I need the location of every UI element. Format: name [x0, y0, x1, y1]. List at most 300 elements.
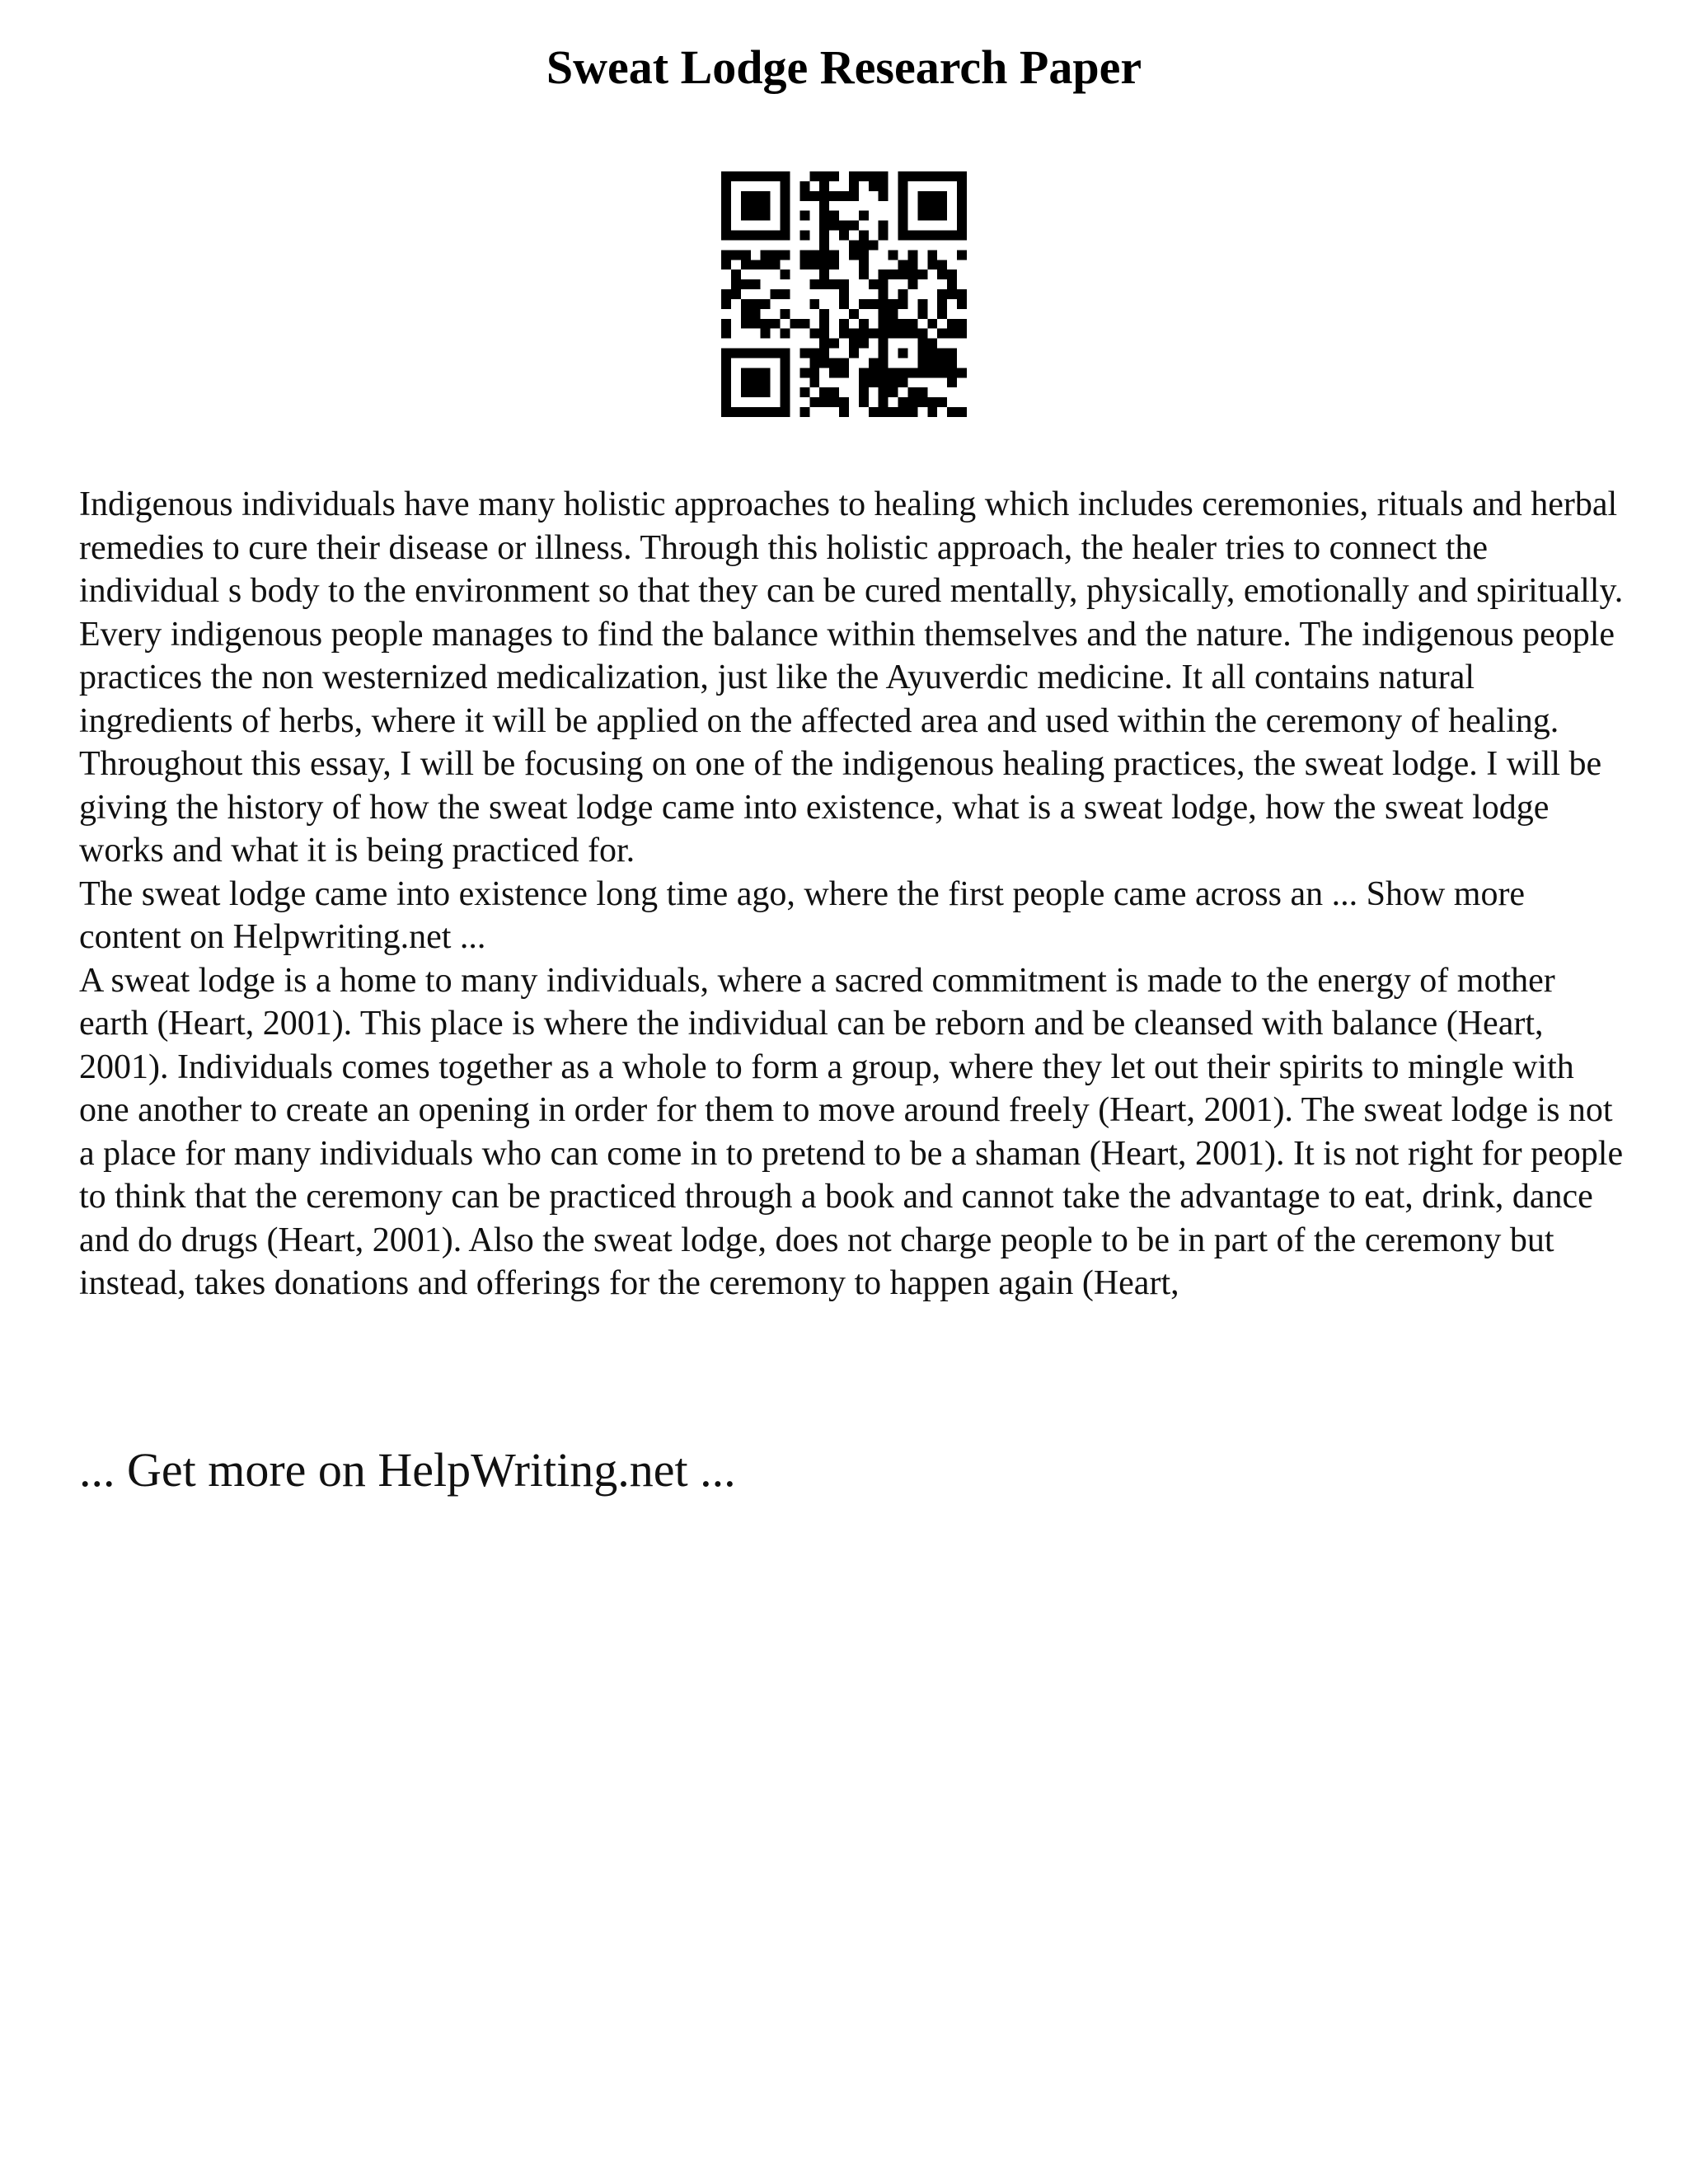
qr-module	[947, 358, 957, 368]
qr-module	[927, 260, 937, 269]
qr-module	[721, 171, 731, 181]
qr-module	[731, 289, 741, 299]
qr-module	[781, 221, 790, 231]
qr-module	[907, 231, 917, 241]
qr-module	[819, 211, 829, 221]
qr-module	[879, 309, 889, 319]
qr-module	[927, 201, 937, 211]
qr-module	[751, 368, 761, 377]
qr-module	[907, 397, 917, 407]
qr-module	[907, 260, 917, 269]
qr-module	[849, 191, 859, 201]
qr-module	[869, 368, 879, 377]
qr-module	[751, 231, 761, 241]
qr-module	[907, 250, 917, 260]
qr-module	[721, 260, 731, 269]
qr-module	[839, 358, 849, 368]
qr-module	[721, 397, 731, 407]
qr-module	[859, 231, 869, 241]
qr-module	[869, 377, 879, 387]
qr-module	[819, 231, 829, 241]
qr-module	[859, 377, 869, 387]
qr-module	[898, 349, 908, 359]
qr-module	[741, 211, 751, 221]
qr-module	[859, 211, 869, 221]
qr-module	[819, 191, 829, 201]
qr-module	[879, 358, 889, 368]
qr-module	[819, 329, 829, 339]
qr-module	[937, 299, 947, 309]
qr-module	[917, 269, 927, 279]
qr-module	[751, 171, 761, 181]
qr-module	[741, 377, 751, 387]
qr-module	[927, 191, 937, 201]
qr-module	[741, 349, 751, 359]
qr-module	[819, 397, 829, 407]
qr-module	[809, 260, 819, 269]
qr-module	[819, 221, 829, 231]
qr-module	[809, 397, 819, 407]
qr-module	[947, 231, 957, 241]
qr-module	[721, 319, 731, 329]
qr-module	[761, 407, 771, 417]
qr-module	[879, 339, 889, 349]
qr-module	[937, 309, 947, 319]
qr-module	[761, 299, 771, 309]
qr-module	[751, 377, 761, 387]
qr-module	[721, 191, 731, 201]
qr-module	[898, 377, 908, 387]
qr-module	[879, 289, 889, 299]
qr-module	[957, 319, 967, 329]
qr-module	[731, 349, 741, 359]
qr-module	[731, 279, 741, 289]
qr-module	[947, 407, 957, 417]
qr-module	[751, 279, 761, 289]
qr-module	[879, 329, 889, 339]
qr-module	[879, 349, 889, 359]
qr-module	[799, 260, 809, 269]
qr-module	[859, 368, 869, 377]
qr-module	[859, 387, 869, 397]
qr-module	[898, 368, 908, 377]
qr-module	[898, 191, 908, 201]
qr-module	[741, 387, 751, 397]
qr-module	[819, 358, 829, 368]
qr-module	[771, 319, 781, 329]
qr-module	[898, 231, 908, 241]
qr-module	[799, 319, 809, 329]
qr-module	[957, 191, 967, 201]
qr-module	[839, 368, 849, 377]
qr-module	[819, 171, 829, 181]
qr-module	[819, 269, 829, 279]
qr-module	[849, 240, 859, 250]
qr-module	[819, 339, 829, 349]
qr-module	[819, 201, 829, 211]
qr-module	[799, 250, 809, 260]
qr-module	[859, 319, 869, 329]
qr-module	[771, 289, 781, 299]
qr-module	[947, 279, 957, 289]
qr-module	[751, 201, 761, 211]
qr-module	[761, 349, 771, 359]
qr-module	[917, 368, 927, 377]
qr-module	[761, 387, 771, 397]
qr-module	[771, 231, 781, 241]
qr-module	[849, 181, 859, 191]
qr-module	[819, 279, 829, 289]
qr-module	[809, 250, 819, 260]
paragraph-history: The sweat lodge came into existence long time ago, where the first people came across an ... Show more content on Helpwriting.net ...	[79, 874, 1526, 956]
qr-module	[741, 407, 751, 417]
qr-module	[937, 260, 947, 269]
qr-module	[927, 349, 937, 359]
qr-module	[829, 387, 839, 397]
qr-module	[721, 289, 731, 299]
qr-module	[781, 289, 790, 299]
qr-module	[751, 387, 761, 397]
qr-module	[809, 191, 819, 201]
qr-module	[889, 309, 898, 319]
qr-module	[849, 250, 859, 260]
qr-module	[819, 319, 829, 329]
qr-module	[927, 358, 937, 368]
qr-module	[721, 377, 731, 387]
qr-module	[790, 319, 799, 329]
qr-module	[889, 368, 898, 377]
qr-module	[927, 231, 937, 241]
qr-module	[879, 269, 889, 279]
qr-module	[819, 349, 829, 359]
qr-module	[721, 201, 731, 211]
qr-module	[947, 368, 957, 377]
qr-module	[829, 191, 839, 201]
qr-module	[751, 191, 761, 201]
qr-module	[839, 329, 849, 339]
qr-module	[937, 171, 947, 181]
qr-module	[927, 211, 937, 221]
qr-module	[947, 319, 957, 329]
qr-module	[869, 279, 879, 289]
qr-module	[761, 319, 771, 329]
qr-module	[761, 329, 771, 339]
qr-module	[829, 397, 839, 407]
qr-module	[829, 260, 839, 269]
qr-module	[879, 368, 889, 377]
qr-module	[917, 387, 927, 397]
qr-module	[721, 349, 731, 359]
qr-module	[771, 260, 781, 269]
qr-module	[781, 269, 790, 279]
qr-module	[741, 231, 751, 241]
qr-module	[771, 407, 781, 417]
qr-module	[947, 349, 957, 359]
qr-module	[751, 211, 761, 221]
qr-module	[761, 171, 771, 181]
qr-module	[898, 221, 908, 231]
qr-module	[859, 339, 869, 349]
qr-module	[721, 358, 731, 368]
qr-module	[829, 211, 839, 221]
qr-module	[819, 260, 829, 269]
qr-module	[829, 368, 839, 377]
qr-module	[957, 368, 967, 377]
qr-module	[907, 407, 917, 417]
qr-module	[898, 407, 908, 417]
qr-module	[957, 201, 967, 211]
qr-module	[907, 279, 917, 289]
qr-module	[879, 171, 889, 181]
qr-module	[907, 387, 917, 397]
qr-module	[799, 387, 809, 397]
qr-module	[947, 269, 957, 279]
qr-module	[809, 368, 819, 377]
qr-module	[721, 181, 731, 191]
qr-module	[781, 171, 790, 181]
qr-module	[917, 171, 927, 181]
qr-module	[761, 231, 771, 241]
qr-module	[809, 279, 819, 289]
qr-module	[721, 250, 731, 260]
qr-module	[731, 171, 741, 181]
qr-module	[781, 191, 790, 201]
qr-module	[781, 358, 790, 368]
qr-module	[839, 231, 849, 241]
qr-module	[771, 349, 781, 359]
qr-module	[879, 387, 889, 397]
qr-module	[859, 171, 869, 181]
qr-module	[731, 269, 741, 279]
qr-module	[917, 309, 927, 319]
qr-module	[781, 250, 790, 260]
qr-module	[761, 250, 771, 260]
qr-module	[889, 269, 898, 279]
qr-module	[927, 319, 937, 329]
qr-module	[781, 201, 790, 211]
qr-module	[889, 319, 898, 329]
qr-module	[741, 279, 751, 289]
qr-module	[889, 407, 898, 417]
qr-module	[809, 349, 819, 359]
qr-module	[917, 211, 927, 221]
qr-module	[869, 407, 879, 417]
qr-module	[761, 211, 771, 221]
qr-module	[957, 231, 967, 241]
qr-module	[849, 349, 859, 359]
qr-module	[731, 250, 741, 260]
qr-module	[809, 299, 819, 309]
qr-module	[741, 201, 751, 211]
qr-module	[859, 299, 869, 309]
qr-module	[741, 191, 751, 201]
qr-module	[781, 368, 790, 377]
qr-module	[859, 329, 869, 339]
qr-module	[799, 407, 809, 417]
qr-module	[889, 377, 898, 387]
qr-module	[957, 299, 967, 309]
qr-module	[879, 279, 889, 289]
qr-module	[761, 201, 771, 211]
qr-module	[879, 231, 889, 241]
qr-module	[799, 349, 809, 359]
qr-module	[741, 260, 751, 269]
qr-module	[829, 221, 839, 231]
get-more-link[interactable]: ... Get more on HelpWriting.net ...	[79, 1443, 736, 1497]
qr-module	[849, 329, 859, 339]
qr-module	[937, 397, 947, 407]
qr-module	[957, 171, 967, 181]
qr-module	[781, 387, 790, 397]
qr-module	[957, 211, 967, 221]
article-body	[79, 483, 1629, 1305]
qr-module	[898, 299, 908, 309]
qr-module	[721, 407, 731, 417]
qr-module	[937, 269, 947, 279]
qr-module	[751, 407, 761, 417]
qr-module	[957, 221, 967, 231]
qr-module	[898, 201, 908, 211]
qr-module	[741, 309, 751, 319]
qr-module	[849, 339, 859, 349]
qr-module	[781, 349, 790, 359]
qr-module	[809, 329, 819, 339]
qr-module	[927, 171, 937, 181]
qr-module	[829, 250, 839, 260]
qr-module	[819, 181, 829, 191]
qr-module	[869, 171, 879, 181]
qr-module	[907, 269, 917, 279]
qr-module	[839, 319, 849, 329]
qr-module	[947, 329, 957, 339]
qr-module	[869, 299, 879, 309]
qr-module	[859, 397, 869, 407]
qr-module	[839, 221, 849, 231]
qr-module	[898, 211, 908, 221]
qr-module	[839, 279, 849, 289]
qr-module	[937, 329, 947, 339]
qr-module	[859, 269, 869, 279]
qr-module	[917, 339, 927, 349]
qr-module	[741, 319, 751, 329]
qr-module	[869, 240, 879, 250]
qr-module	[917, 201, 927, 211]
qr-code-icon[interactable]	[721, 171, 967, 417]
qr-module	[879, 299, 889, 309]
qr-module	[907, 329, 917, 339]
qr-module	[907, 319, 917, 329]
qr-module	[898, 171, 908, 181]
qr-module	[917, 191, 927, 201]
qr-module	[917, 299, 927, 309]
qr-module	[829, 339, 839, 349]
qr-module	[898, 329, 908, 339]
qr-module	[731, 231, 741, 241]
qr-module	[799, 211, 809, 221]
qr-module	[879, 377, 889, 387]
qr-module	[751, 349, 761, 359]
qr-module	[751, 299, 761, 309]
qr-module	[937, 201, 947, 211]
qr-module	[839, 289, 849, 299]
qr-module	[859, 260, 869, 269]
qr-module	[799, 181, 809, 191]
qr-module	[721, 368, 731, 377]
qr-module	[751, 260, 761, 269]
qr-module	[879, 221, 889, 231]
qr-module	[927, 339, 937, 349]
qr-module	[839, 299, 849, 309]
qr-module	[917, 329, 927, 339]
qr-module	[907, 171, 917, 181]
qr-module	[879, 319, 889, 329]
qr-module	[879, 191, 889, 201]
qr-module	[809, 358, 819, 368]
qr-module	[879, 181, 889, 191]
qr-module	[898, 319, 908, 329]
qr-module	[721, 231, 731, 241]
qr-module	[937, 358, 947, 368]
qr-module	[947, 289, 957, 299]
qr-module	[957, 250, 967, 260]
qr-module	[937, 191, 947, 201]
page-title: Sweat Lodge Research Paper	[546, 40, 1142, 94]
qr-module	[937, 289, 947, 299]
qr-module	[859, 250, 869, 260]
qr-module	[771, 171, 781, 181]
qr-module	[947, 377, 957, 387]
qr-module	[917, 397, 927, 407]
qr-module	[741, 250, 751, 260]
qr-module	[741, 299, 751, 309]
qr-module	[761, 377, 771, 387]
qr-module	[781, 377, 790, 387]
qr-module	[889, 250, 898, 260]
qr-module	[771, 250, 781, 260]
qr-module	[839, 407, 849, 417]
qr-module	[829, 279, 839, 289]
qr-module	[947, 171, 957, 181]
qr-module	[799, 231, 809, 241]
qr-module	[849, 171, 859, 181]
qr-module	[957, 329, 967, 339]
qr-module	[761, 368, 771, 377]
qr-module	[721, 211, 731, 221]
qr-module	[781, 181, 790, 191]
qr-module	[721, 329, 731, 339]
qr-module	[917, 231, 927, 241]
qr-module	[898, 289, 908, 299]
qr-module	[751, 309, 761, 319]
paragraph-description: A sweat lodge is a home to many individuals, where a sacred commitment is made to the energy of mother earth (Heart, 2001). This place is where the individual can be reborn and be cleansed with balance (Heart, 2001). Individuals comes together as a whole to form a group, where they let out their spirits to mingle with one another to create an opening in order for them to move around freely (Heart, 2001). The sweat lodge is not a place for many individuals who can come in to pretend to be a shaman (Heart, 2001). It is not right for people to think that the ceremony can be practiced through a book and cannot take the advantage to eat, drink, dance and do drugs (Heart, 2001). Also the sweat lodge, does not charge people to be in part of the ceremony but instead, takes donations and offerings for the ceremony to happen again (Heart,	[79, 961, 1624, 1302]
qr-module	[889, 299, 898, 309]
qr-module	[937, 349, 947, 359]
qr-module	[957, 181, 967, 191]
qr-module	[781, 397, 790, 407]
qr-module	[761, 260, 771, 269]
qr-module	[907, 368, 917, 377]
qr-module	[869, 181, 879, 191]
qr-module	[879, 397, 889, 407]
qr-module	[898, 260, 908, 269]
qr-module	[879, 407, 889, 417]
qr-module	[937, 211, 947, 221]
qr-module	[839, 397, 849, 407]
qr-module	[809, 377, 819, 387]
qr-module	[927, 250, 937, 260]
qr-module	[731, 407, 741, 417]
qr-module	[741, 368, 751, 377]
